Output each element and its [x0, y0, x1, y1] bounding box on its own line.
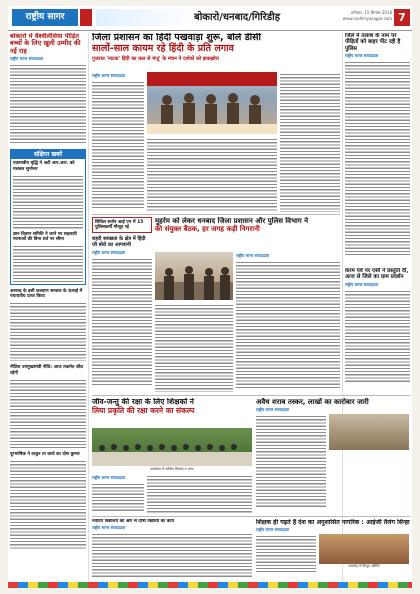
- liquor-article-text: [256, 414, 326, 509]
- article-text-left-top: [10, 63, 86, 143]
- env-photo: [92, 428, 252, 466]
- env-byline: राष्ट्रीय सागर संवाददाता: [92, 475, 126, 480]
- edu-byline: राष्ट्रीय सागर संवाददाता: [256, 527, 290, 533]
- right-mid-story: [345, 268, 410, 396]
- headline-mid-box: सिविल सर्जन आई एन में 15 पुलिसकर्मी मौजूद रहे: [95, 220, 144, 231]
- second-lead-headline: मुहर्रम को लेकर धनबाद जिला प्रशासन और पुलिस विभाग ने: [155, 217, 309, 225]
- headline-left-mid: एकमात्रीय बृद्धि ने अटी आर.आर. को मलतल सुनोत्तर: [13, 161, 75, 172]
- article-text-left-mid: [13, 174, 83, 229]
- lead-photo: [147, 72, 277, 134]
- masthead-dateline: [343, 10, 392, 22]
- second-lead-headline-2: की संयुक्त बैठक, हर जगह कड़ी निगरानी: [155, 225, 260, 234]
- headline-left-b2: अरवन्द्र के इसी कल्याण सरकार के ऊंचाई में पंचायतीय प्राप्त किया: [10, 289, 83, 300]
- byline-right-mid: राष्ट्रीय सागर संवाददाता: [345, 281, 379, 287]
- edu-article-text: [256, 534, 316, 572]
- lead-article-text-3: [280, 72, 340, 212]
- article-text-left-b4: [10, 459, 86, 549]
- masthead-date: शनिवार, 15 सितंबर 2018: [350, 10, 392, 15]
- liquor-headline: अवैध शराब तस्कर, लाखों का कारोबार जारी: [256, 398, 369, 406]
- lead-subhead: गुजरात 'नाटक' हिंदी का कल से मंजू' के मंचन ने दर्शकों को झकझोरा: [92, 55, 219, 62]
- headline-left-top: बोकारो में वैश्वेलिसिया पीड़ित बच्चों के लिए खुली उम्मीद की नई राह: [10, 33, 81, 55]
- lead-article-continuation: [147, 137, 277, 212]
- byline-right-top: राष्ट्रीय सागर संवाददाता: [345, 52, 379, 58]
- masthead-website: www.rashtriyasagar.com: [342, 16, 392, 21]
- paper-logo: राष्ट्रीय सागर: [12, 9, 78, 26]
- color-registration-strip: [8, 582, 412, 588]
- mid-bottom-text: [92, 532, 252, 577]
- logo-accent-bar: [80, 9, 92, 26]
- article-text-right-top: [345, 60, 410, 255]
- env-headline-2: लिया प्रकृति की रक्षा करने का संकल्प: [92, 405, 195, 415]
- second-lead-photo: [155, 252, 233, 300]
- page-number: 7: [394, 9, 410, 26]
- lead-byline: राष्ट्रीय सागर संवाददाता: [92, 73, 126, 78]
- mid-bottom-headline: नवोदय विद्यालय की ओर से दोषी विद्यार्थी का कार्य: [92, 519, 175, 524]
- mid-left-column: [92, 217, 152, 392]
- env-headline: जीव-जन्तु की रक्षा के लिए शिक्षकों ने: [92, 398, 194, 406]
- highlight-box: [92, 217, 152, 233]
- section-rule-2: [92, 395, 410, 396]
- masthead-decoration: [96, 9, 196, 26]
- lead-headline-second-line: सालों-साल कायम रहे हिंदी के प्रति लगाव: [92, 42, 234, 54]
- lead-headline: जिला प्रशासन का हिंदी पखवाड़ा शुरू, बोले डीसी: [92, 33, 262, 43]
- right-top-story: [345, 33, 410, 263]
- env-story-body-2: [147, 474, 252, 514]
- headline-left-b3: नीतिश उपमुख्यमंत्री नीति: आज तकमेत शीघ्र रहेगी: [10, 365, 83, 376]
- section-rule: [92, 214, 340, 215]
- lead-article-column-3: [280, 72, 340, 212]
- env-story-header: [92, 398, 252, 426]
- liquor-photo: [329, 414, 409, 450]
- lead-article-text: [92, 80, 144, 208]
- mid-bottom-story: [92, 519, 252, 581]
- article-text-mid-story: [92, 257, 152, 387]
- second-lead-body: [236, 252, 340, 392]
- second-lead-text-2: [155, 303, 233, 392]
- section-rule-3: [92, 516, 410, 517]
- env-article-text-2: [147, 474, 252, 514]
- article-text-right-mid: [345, 289, 410, 384]
- newspaper-page: [8, 6, 412, 588]
- headline-mid-story: शहरी स्वच्छता के क्षेत्र में हिंदी जी बोरो का आगवानी: [92, 236, 146, 249]
- edu-story: [256, 519, 410, 581]
- byline-left-top: राष्ट्रीय सागर संवाददाता: [10, 56, 44, 62]
- edu-photo: [319, 534, 409, 564]
- edu-headline: शिक्षक ही गढ़ते हैं देश का अनुशासित नागरिक : आईजी तैलंग सिन्हा: [256, 519, 410, 526]
- column-rule: [88, 33, 89, 581]
- second-lead-header: [155, 217, 340, 249]
- brief-news-title: संक्षिप्त खबरें: [11, 150, 85, 159]
- lead-story-body: [92, 72, 144, 212]
- article-text-left-b3: [10, 378, 86, 448]
- lead-article-text-2: [147, 137, 277, 212]
- left-column: [10, 33, 86, 581]
- liquor-byline: राष्ट्रीय सागर संवाददाता: [256, 407, 290, 413]
- second-lead-text: [236, 260, 340, 388]
- brief-news-box: [10, 149, 86, 285]
- edition-section-title: बोकारो/धनबाद/गिरिडीह: [194, 12, 281, 23]
- article-text-left-b1: [13, 244, 83, 282]
- mid-bottom-byline: राष्ट्रीय सागर संवाददाता: [92, 525, 126, 531]
- headline-right-top: जिले में तलाश के नाम पर पीड़ितों को बाहर पीट रही है पुलिस: [345, 33, 401, 52]
- masthead: [8, 6, 412, 31]
- headline-left-b1: ज्ञान विज्ञान समिति ने धरने पर सहकारी रचनाओं की बिना शर्त पर सीमा: [13, 231, 77, 242]
- article-text-left-b2: [10, 301, 86, 361]
- second-lead-column-2: [155, 303, 233, 392]
- headline-right-mid: करम पर्व पर एसी ने प्रस्तुति दी, आज से जिले का ग्राम प्रदर्शन: [345, 268, 409, 281]
- env-photo-caption: कार्यक्रम में शामिल शिक्षक व अन्य: [150, 467, 194, 471]
- byline-mid-story: राष्ट्रीय सागर संवाददाता: [92, 249, 126, 255]
- env-story-body: [92, 474, 144, 514]
- headline-left-b4: दूरभाषिक ने ठाकुर ता कार्य का दोस कुमार: [10, 451, 80, 457]
- liquor-story: [256, 398, 410, 513]
- edu-photo-caption: समारोह में मौजूद अतिथि: [348, 564, 380, 569]
- second-lead-byline: राष्ट्रीय सागर संवाददाता: [236, 253, 270, 258]
- env-article-text: [92, 482, 144, 512]
